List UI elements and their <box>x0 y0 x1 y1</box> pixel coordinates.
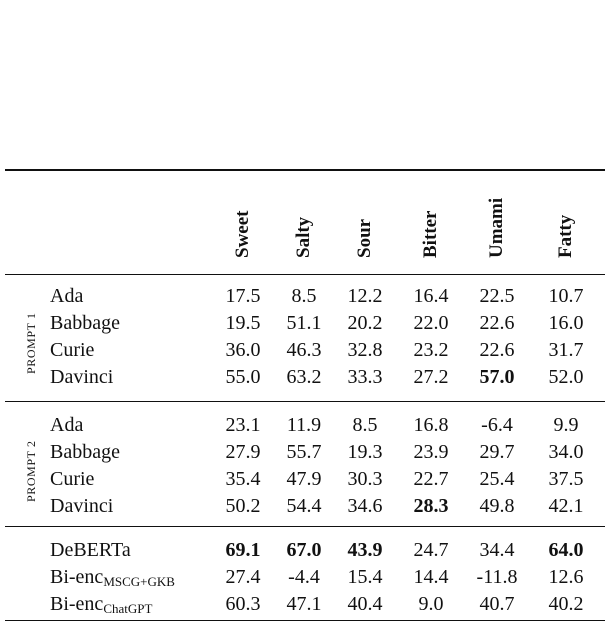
table-row <box>0 592 605 616</box>
group-rule <box>5 401 605 402</box>
cell-salty: 47.1 <box>286 593 322 615</box>
cell-sour: 32.8 <box>347 339 383 361</box>
cell-fatty: 52.0 <box>548 366 584 388</box>
cell-umami: 22.5 <box>479 285 515 307</box>
cell-sweet: 69.1 <box>225 539 261 561</box>
model-name: Curie <box>50 339 95 361</box>
table-row <box>0 494 605 518</box>
table-row <box>0 284 605 308</box>
bottom-rule <box>5 620 605 621</box>
model-name: Babbage <box>50 312 120 334</box>
cell-umami: -11.8 <box>476 566 518 588</box>
cell-sweet: 27.4 <box>225 566 261 588</box>
cell-fatty: 37.5 <box>548 468 584 490</box>
cell-bitter: 23.2 <box>413 339 449 361</box>
model-name: Bi-enc$_{ChatGPT}$ <box>50 593 153 616</box>
cell-umami: 22.6 <box>479 339 515 361</box>
cell-bitter: 14.4 <box>413 566 449 588</box>
cell-sweet: 36.0 <box>225 339 261 361</box>
cell-fatty: 40.2 <box>548 593 584 615</box>
model-name: Ada <box>50 285 84 307</box>
model-subscript: MSCG+GKB <box>103 574 175 589</box>
table-row <box>0 365 605 389</box>
table-row <box>0 413 605 437</box>
cell-salty: 63.2 <box>286 366 322 388</box>
cell-sweet: 23.1 <box>225 414 261 436</box>
model-name: Curie <box>50 468 95 490</box>
model-name: Davinci <box>50 366 114 388</box>
cell-fatty: 34.0 <box>548 441 584 463</box>
column-header-sweet: Sweet <box>232 210 253 258</box>
cell-bitter: 22.7 <box>413 468 449 490</box>
cell-salty: -4.4 <box>288 566 320 588</box>
cell-salty: 11.9 <box>286 414 322 436</box>
cell-salty: 67.0 <box>286 539 322 561</box>
group-label: PROMPT 2 <box>24 440 38 502</box>
header-rule <box>5 274 605 275</box>
cell-sweet: 19.5 <box>225 312 261 334</box>
column-header-fatty: Fatty <box>555 214 576 258</box>
table-row <box>0 311 605 335</box>
column-header-salty: Salty <box>293 216 314 258</box>
cell-bitter: 16.4 <box>413 285 449 307</box>
cell-sour: 33.3 <box>347 366 383 388</box>
column-header-bitter: Bitter <box>420 210 441 258</box>
cell-bitter: 27.2 <box>413 366 449 388</box>
cell-salty: 51.1 <box>286 312 322 334</box>
cell-fatty: 10.7 <box>548 285 584 307</box>
cell-umami: 57.0 <box>479 366 515 388</box>
table-row <box>0 565 605 589</box>
model-name: Bi-enc$_{MSCG+GKB}$ <box>50 566 175 589</box>
cell-sour: 8.5 <box>352 414 378 436</box>
column-header-umami: Umami <box>486 197 507 258</box>
cell-bitter: 28.3 <box>413 495 449 517</box>
cell-umami: 25.4 <box>479 468 515 490</box>
cell-fatty: 31.7 <box>548 339 584 361</box>
cell-sweet: 55.0 <box>225 366 261 388</box>
cell-sweet: 60.3 <box>225 593 261 615</box>
cell-sour: 30.3 <box>347 468 383 490</box>
cell-bitter: 23.9 <box>413 441 449 463</box>
cell-umami: 22.6 <box>479 312 515 334</box>
cell-sweet: 35.4 <box>225 468 261 490</box>
model-name: Babbage <box>50 441 120 463</box>
cell-fatty: 9.9 <box>553 414 579 436</box>
table-row <box>0 538 605 562</box>
cell-umami: 34.4 <box>479 539 515 561</box>
cell-sour: 34.6 <box>347 495 383 517</box>
model-name: Ada <box>50 414 84 436</box>
model-name: DeBERTa <box>50 539 131 561</box>
cell-salty: 54.4 <box>286 495 322 517</box>
cell-salty: 55.7 <box>286 441 322 463</box>
cell-umami: -6.4 <box>481 414 513 436</box>
cell-salty: 8.5 <box>291 285 317 307</box>
cell-sweet: 50.2 <box>225 495 261 517</box>
cell-sweet: 27.9 <box>225 441 261 463</box>
table-row <box>0 467 605 491</box>
cell-bitter: 9.0 <box>418 593 444 615</box>
cell-sour: 15.4 <box>347 566 383 588</box>
column-header-sour: Sour <box>354 218 375 258</box>
cell-sour: 19.3 <box>347 441 383 463</box>
cell-umami: 29.7 <box>479 441 515 463</box>
cell-sour: 20.2 <box>347 312 383 334</box>
cell-sweet: 17.5 <box>225 285 261 307</box>
cell-umami: 49.8 <box>479 495 515 517</box>
model-subscript: ChatGPT <box>103 601 153 616</box>
cell-fatty: 42.1 <box>548 495 584 517</box>
cell-sour: 40.4 <box>347 593 383 615</box>
cell-bitter: 16.8 <box>413 414 449 436</box>
cell-bitter: 22.0 <box>413 312 449 334</box>
model-name: Davinci <box>50 495 114 517</box>
group-rule <box>5 526 605 527</box>
cell-fatty: 16.0 <box>548 312 584 334</box>
group-label: PROMPT 1 <box>24 312 38 374</box>
cell-fatty: 12.6 <box>548 566 584 588</box>
cell-sour: 43.9 <box>347 539 383 561</box>
cell-fatty: 64.0 <box>548 539 584 561</box>
table-row <box>0 440 605 464</box>
cell-umami: 40.7 <box>479 593 515 615</box>
top-rule <box>5 169 605 171</box>
cell-salty: 47.9 <box>286 468 322 490</box>
cell-salty: 46.3 <box>286 339 322 361</box>
cell-bitter: 24.7 <box>413 539 449 561</box>
table-row <box>0 338 605 362</box>
cell-sour: 12.2 <box>347 285 383 307</box>
